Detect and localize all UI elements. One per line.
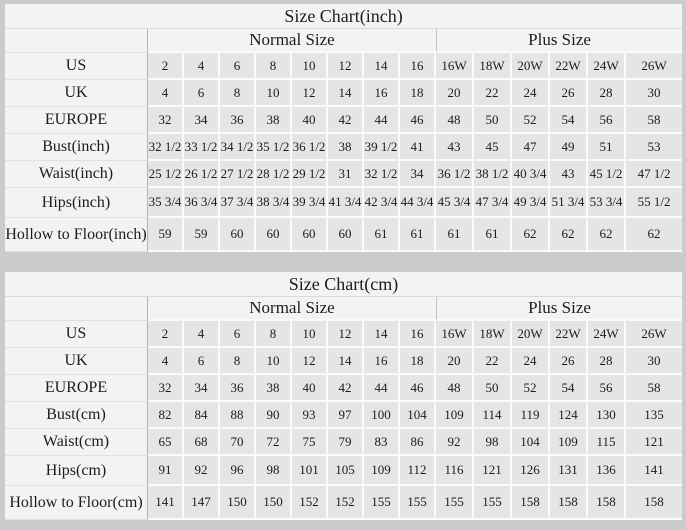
table-row (5, 188, 682, 218)
size-cell: 60 (256, 218, 292, 252)
size-cell: 158 (588, 486, 626, 520)
size-cell: 155 (436, 486, 474, 520)
size-cell: 18 (400, 348, 436, 375)
size-cell: 22W (550, 321, 588, 348)
size-cell: 10 (292, 53, 328, 80)
size-cell: 62 (626, 218, 682, 252)
size-cell: 29 1/2 (292, 161, 328, 188)
size-cell: 42 3/4 (364, 188, 400, 218)
size-cell: 47 3/4 (474, 188, 512, 218)
table-row (5, 429, 682, 456)
size-cell: 49 (550, 134, 588, 161)
size-cell: 6 (184, 348, 220, 375)
size-cell: 34 (184, 107, 220, 134)
size-cell: 68 (184, 429, 220, 456)
size-cell: 2 (148, 321, 184, 348)
size-cell: 45 1/2 (588, 161, 626, 188)
size-cell: 90 (256, 402, 292, 429)
size-cell: 84 (184, 402, 220, 429)
size-cell: 14 (328, 80, 364, 107)
size-cell: 126 (512, 456, 550, 486)
size-cell: 58 (626, 375, 682, 402)
size-cell: 72 (256, 429, 292, 456)
size-cell: 38 (256, 107, 292, 134)
column-group-normal: Normal Size (148, 29, 436, 53)
size-cell: 115 (588, 429, 626, 456)
size-chart-inch-table (5, 4, 682, 252)
size-cell: 104 (512, 429, 550, 456)
size-cell: 65 (148, 429, 184, 456)
size-cell: 45 (474, 134, 512, 161)
size-cell: 60 (220, 218, 256, 252)
size-cell: 92 (436, 429, 474, 456)
size-cell: 4 (184, 53, 220, 80)
size-cell: 39 1/2 (364, 134, 400, 161)
size-cell: 24 (512, 348, 550, 375)
size-cell: 26W (626, 53, 682, 80)
size-cell: 22W (550, 53, 588, 80)
size-cell: 22 (474, 80, 512, 107)
size-cell: 96 (220, 456, 256, 486)
size-cell: 54 (550, 375, 588, 402)
size-cell: 42 (328, 375, 364, 402)
size-cell: 12 (292, 80, 328, 107)
column-group-plus: Plus Size (436, 29, 682, 53)
size-cell: 141 (148, 486, 184, 520)
size-chart-cm (5, 272, 686, 520)
table-row (5, 486, 682, 520)
row-label: Waist(cm) (5, 429, 148, 456)
size-cell: 51 (588, 134, 626, 161)
table-row (5, 218, 682, 252)
corner-cell (5, 29, 148, 53)
size-cell: 121 (626, 429, 682, 456)
size-cell: 18W (474, 53, 512, 80)
table-row (5, 321, 682, 348)
size-cell: 86 (400, 429, 436, 456)
size-cell: 16 (400, 53, 436, 80)
size-cell: 61 (436, 218, 474, 252)
row-label: US (5, 53, 148, 80)
size-cell: 44 3/4 (400, 188, 436, 218)
size-cell: 47 1/2 (626, 161, 682, 188)
size-cell: 8 (256, 53, 292, 80)
size-cell: 75 (292, 429, 328, 456)
size-cell: 40 (292, 107, 328, 134)
size-cell: 53 (626, 134, 682, 161)
table-gap (5, 252, 686, 272)
size-cell: 55 1/2 (626, 188, 682, 218)
size-cell: 10 (256, 80, 292, 107)
size-cell: 59 (148, 218, 184, 252)
size-cell: 38 (256, 375, 292, 402)
size-cell: 61 (364, 218, 400, 252)
size-cell: 88 (220, 402, 256, 429)
size-cell: 93 (292, 402, 328, 429)
size-cell: 51 3/4 (550, 188, 588, 218)
size-cell: 105 (328, 456, 364, 486)
size-cell: 152 (292, 486, 328, 520)
size-cell: 58 (626, 107, 682, 134)
size-cell: 27 1/2 (220, 161, 256, 188)
size-cell: 12 (292, 348, 328, 375)
table-row (5, 53, 682, 80)
size-cell: 155 (474, 486, 512, 520)
size-cell: 56 (588, 107, 626, 134)
size-cell: 131 (550, 456, 588, 486)
size-cell: 92 (184, 456, 220, 486)
size-cell: 30 (626, 348, 682, 375)
size-cell: 25 1/2 (148, 161, 184, 188)
row-label: UK (5, 80, 148, 107)
size-cell: 54 (550, 107, 588, 134)
row-label: Hips(inch) (5, 188, 148, 218)
row-label: Hollow to Floor(inch) (5, 218, 148, 252)
corner-cell (5, 297, 148, 321)
size-cell: 42 (328, 107, 364, 134)
size-cell: 32 1/2 (148, 134, 184, 161)
size-cell: 109 (550, 429, 588, 456)
size-cell: 6 (220, 321, 256, 348)
size-cell: 30 (626, 80, 682, 107)
size-cell: 46 (400, 107, 436, 134)
size-cell: 116 (436, 456, 474, 486)
size-cell: 2 (148, 53, 184, 80)
size-cell: 59 (184, 218, 220, 252)
row-label: Bust(cm) (5, 402, 148, 429)
size-cell: 48 (436, 107, 474, 134)
table-row (5, 161, 682, 188)
size-cell: 62 (550, 218, 588, 252)
size-cell: 8 (220, 80, 256, 107)
size-cell: 18W (474, 321, 512, 348)
size-cell: 104 (400, 402, 436, 429)
size-cell: 28 (588, 348, 626, 375)
size-cell: 97 (328, 402, 364, 429)
size-cell: 52 (512, 107, 550, 134)
chart-title: Size Chart(cm) (5, 272, 682, 297)
size-cell: 101 (292, 456, 328, 486)
table-row (5, 375, 682, 402)
size-cell: 38 3/4 (256, 188, 292, 218)
size-cell: 22 (474, 348, 512, 375)
size-cell: 20W (512, 53, 550, 80)
size-cell: 147 (184, 486, 220, 520)
size-cell: 6 (184, 80, 220, 107)
table-row (5, 80, 682, 107)
size-cell: 16W (436, 321, 474, 348)
size-cell: 109 (364, 456, 400, 486)
size-cell: 79 (328, 429, 364, 456)
size-cell: 60 (328, 218, 364, 252)
size-cell: 150 (220, 486, 256, 520)
size-cell: 4 (148, 80, 184, 107)
table-row (5, 402, 682, 429)
size-cell: 112 (400, 456, 436, 486)
size-cell: 53 3/4 (588, 188, 626, 218)
size-chart-inch (5, 4, 686, 252)
size-cell: 43 (436, 134, 474, 161)
size-cell: 32 (148, 375, 184, 402)
size-cell: 43 (550, 161, 588, 188)
size-cell: 119 (512, 402, 550, 429)
size-cell: 34 1/2 (220, 134, 256, 161)
size-cell: 38 (328, 134, 364, 161)
size-cell: 48 (436, 375, 474, 402)
size-cell: 50 (474, 375, 512, 402)
size-cell: 16 (364, 80, 400, 107)
size-cell: 141 (626, 456, 682, 486)
size-cell: 39 3/4 (292, 188, 328, 218)
size-cell: 61 (474, 218, 512, 252)
size-cell: 41 (400, 134, 436, 161)
row-label: EUROPE (5, 107, 148, 134)
size-cell: 14 (364, 321, 400, 348)
size-cell: 155 (400, 486, 436, 520)
table-row (5, 348, 682, 375)
size-cell: 33 1/2 (184, 134, 220, 161)
size-cell: 152 (328, 486, 364, 520)
size-cell: 34 (184, 375, 220, 402)
size-cell: 12 (328, 321, 364, 348)
size-cell: 150 (256, 486, 292, 520)
size-cell: 158 (550, 486, 588, 520)
size-cell: 20W (512, 321, 550, 348)
size-cell: 38 1/2 (474, 161, 512, 188)
size-cell: 62 (588, 218, 626, 252)
size-cell: 8 (220, 348, 256, 375)
row-label: Hollow to Floor(cm) (5, 486, 148, 520)
size-cell: 36 (220, 107, 256, 134)
size-cell: 47 (512, 134, 550, 161)
size-cell: 26 (550, 80, 588, 107)
row-label: UK (5, 348, 148, 375)
row-label: Hips(cm) (5, 456, 148, 486)
size-cell: 36 (220, 375, 256, 402)
size-cell: 20 (436, 348, 474, 375)
size-cell: 26 (550, 348, 588, 375)
size-cell: 109 (436, 402, 474, 429)
row-label: EUROPE (5, 375, 148, 402)
size-cell: 98 (474, 429, 512, 456)
column-group-normal: Normal Size (148, 297, 436, 321)
column-group-plus: Plus Size (436, 297, 682, 321)
size-chart-cm-table (5, 272, 682, 520)
size-cell: 70 (220, 429, 256, 456)
size-cell: 28 (588, 80, 626, 107)
size-cell: 18 (400, 80, 436, 107)
size-cell: 50 (474, 107, 512, 134)
size-cell: 35 3/4 (148, 188, 184, 218)
row-label: US (5, 321, 148, 348)
size-cell: 8 (256, 321, 292, 348)
size-cell: 130 (588, 402, 626, 429)
size-cell: 12 (328, 53, 364, 80)
size-cell: 36 3/4 (184, 188, 220, 218)
size-cell: 44 (364, 375, 400, 402)
size-cell: 60 (292, 218, 328, 252)
size-cell: 49 3/4 (512, 188, 550, 218)
size-cell: 36 1/2 (292, 134, 328, 161)
size-cell: 91 (148, 456, 184, 486)
size-cell: 34 (400, 161, 436, 188)
size-cell: 158 (626, 486, 682, 520)
size-cell: 158 (512, 486, 550, 520)
size-cell: 61 (400, 218, 436, 252)
size-cell: 14 (364, 53, 400, 80)
size-cell: 135 (626, 402, 682, 429)
size-cell: 16 (400, 321, 436, 348)
size-cell: 32 1/2 (364, 161, 400, 188)
size-cell: 14 (328, 348, 364, 375)
size-cell: 44 (364, 107, 400, 134)
size-cell: 6 (220, 53, 256, 80)
size-cell: 45 3/4 (436, 188, 474, 218)
size-cell: 83 (364, 429, 400, 456)
size-cell: 40 (292, 375, 328, 402)
size-cell: 37 3/4 (220, 188, 256, 218)
size-cell: 52 (512, 375, 550, 402)
size-cell: 100 (364, 402, 400, 429)
size-cell: 98 (256, 456, 292, 486)
table-row (5, 107, 682, 134)
size-cell: 24W (588, 321, 626, 348)
size-cell: 35 1/2 (256, 134, 292, 161)
size-cell: 24 (512, 80, 550, 107)
size-cell: 26W (626, 321, 682, 348)
size-cell: 62 (512, 218, 550, 252)
size-cell: 40 3/4 (512, 161, 550, 188)
size-cell: 121 (474, 456, 512, 486)
size-cell: 16 (364, 348, 400, 375)
size-cell: 36 1/2 (436, 161, 474, 188)
row-label: Bust(inch) (5, 134, 148, 161)
size-cell: 136 (588, 456, 626, 486)
table-row (5, 134, 682, 161)
size-cell: 46 (400, 375, 436, 402)
size-cell: 155 (364, 486, 400, 520)
size-cell: 41 3/4 (328, 188, 364, 218)
size-cell: 114 (474, 402, 512, 429)
table-row (5, 456, 682, 486)
size-cell: 4 (184, 321, 220, 348)
size-cell: 31 (328, 161, 364, 188)
size-cell: 20 (436, 80, 474, 107)
size-cell: 24W (588, 53, 626, 80)
size-cell: 124 (550, 402, 588, 429)
size-cell: 56 (588, 375, 626, 402)
size-cell: 10 (256, 348, 292, 375)
size-cell: 26 1/2 (184, 161, 220, 188)
chart-title: Size Chart(inch) (5, 4, 682, 29)
size-cell: 28 1/2 (256, 161, 292, 188)
size-cell: 10 (292, 321, 328, 348)
size-cell: 32 (148, 107, 184, 134)
size-cell: 4 (148, 348, 184, 375)
size-cell: 82 (148, 402, 184, 429)
row-label: Waist(inch) (5, 161, 148, 188)
size-cell: 16W (436, 53, 474, 80)
